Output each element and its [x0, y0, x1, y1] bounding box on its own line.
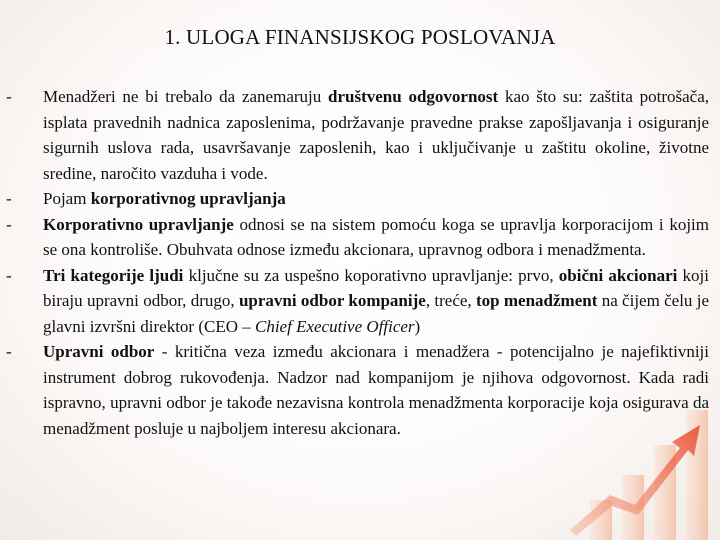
text-run: kao što su: zaštita potrošača, isplata pravednih nadnica zaposlenima, podržavanje pravedne prakse zapošljavanja i osiguranje sigurnih uslova rada, usavršavanje zaposlenih, kao i uključivanje u zaštitu okoline, životne sredine, naročito vazduha i vode. — [43, 87, 710, 183]
bold-term: društvenu odgovornost — [328, 87, 499, 106]
text-run: koji biraju upravni odbor, drugo, — [43, 265, 710, 310]
bold-term: Tri kategorije ljudi — [43, 265, 184, 285]
bullet-marker: - — [6, 265, 12, 285]
bullet-marker: - — [6, 87, 12, 106]
bold-term: korporativnog upravljanja — [90, 189, 286, 208]
bullet-text — [43, 186, 709, 212]
text-run: Pojam — [43, 189, 91, 208]
text-run: Menadžeri ne bi trebalo da zanemaruju — [43, 87, 329, 106]
bullet-text — [43, 212, 709, 263]
bold-term: Korporativno upravljanje — [43, 214, 234, 234]
bullet-item — [0, 186, 720, 212]
bold-term: top menadžment — [475, 291, 598, 310]
italic-term: Chief Executive Officer — [255, 316, 415, 336]
bullet-text — [43, 263, 709, 340]
bullet-list — [0, 84, 720, 441]
bullet-marker: - — [6, 189, 12, 208]
slide-title: 1. ULOGA FINANSIJSKOG POSLOVANJA — [164, 25, 556, 49]
bold-term: obični akcionari — [558, 265, 678, 285]
bold-term: Upravni odbor — [43, 342, 155, 361]
bullet-item — [0, 263, 720, 340]
bullet-item — [0, 212, 720, 263]
text-run: na čijem čelu je glavni izvršni direktor (CEO – — [43, 291, 710, 336]
bullet-text — [43, 339, 709, 441]
text-run: , treće, — [425, 291, 476, 310]
bullet-item — [0, 84, 720, 186]
text-run: ključne su za uspešno koporativno upravljanje: prvo, — [183, 265, 559, 285]
bullet-marker: - — [6, 214, 12, 234]
bold-term: upravni odbor kompanije — [238, 291, 426, 310]
bullet-text — [43, 84, 709, 186]
text-run: odnosi se na sistem pomoću koga se upravlja korporacijom i kojim se ona kontroliše. Obuhvata odnose između akcionara, upravnog odbora i menadžmenta. — [43, 214, 709, 259]
text-run: ) — [414, 316, 421, 336]
text-run: - kritična veza između akcionara i menadžera - potencijalno je najefiktivniji instrument dobrog rukovođenja. Nadzor nad kompanijom je njihova odgovornost. Kada radi ispravno, upravni odbor je takođe nezavisna kontrola menadžmenta korporacije koja osigurava da menadžment posluje u najboljem interesu akcionara. — [43, 342, 709, 438]
bullet-item — [0, 339, 720, 441]
bullet-marker: - — [6, 342, 12, 361]
